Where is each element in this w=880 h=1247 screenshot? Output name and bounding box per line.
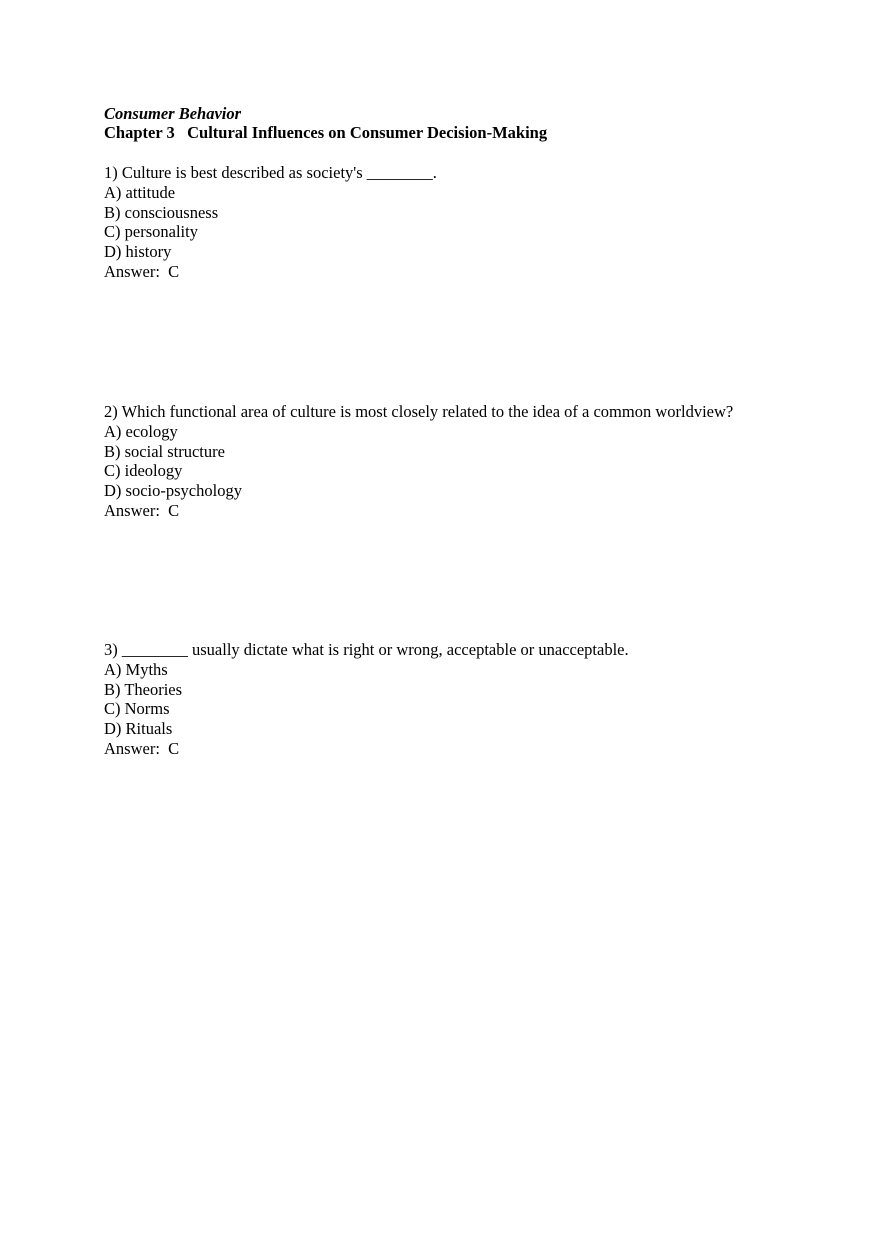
option-c: C) Norms bbox=[104, 699, 170, 719]
option-d: D) Rituals bbox=[104, 719, 173, 739]
question-1 bbox=[104, 163, 437, 282]
document-header bbox=[104, 104, 547, 142]
question-stem: 1) Culture is best described as society's ________. bbox=[104, 163, 437, 182]
option-a: A) ecology bbox=[104, 421, 178, 441]
book-title: Consumer Behavior bbox=[104, 104, 242, 123]
question-stem: 2) Which functional area of culture is most closely related to the idea of a common worldview? bbox=[104, 402, 734, 421]
option-b: B) Theories bbox=[104, 679, 183, 699]
chapter-title: Chapter 3 Cultural Influences on Consumer Decision-Making bbox=[104, 123, 548, 142]
answer-line: Answer: C bbox=[104, 261, 180, 281]
option-d: D) history bbox=[104, 242, 172, 262]
option-b: B) social structure bbox=[104, 441, 225, 461]
question-3 bbox=[104, 640, 629, 759]
option-a: A) attitude bbox=[104, 182, 176, 202]
question-stem: 3) ________ usually dictate what is right or wrong, acceptable or unacceptable. bbox=[104, 640, 629, 659]
option-c: C) personality bbox=[104, 222, 198, 242]
answer-line: Answer: C bbox=[104, 738, 180, 758]
option-b: B) consciousness bbox=[104, 202, 219, 222]
option-d: D) socio-psychology bbox=[104, 481, 242, 501]
option-a: A) Myths bbox=[104, 659, 168, 679]
answer-line: Answer: C bbox=[104, 500, 180, 520]
option-c: C) ideology bbox=[104, 461, 183, 481]
question-2 bbox=[104, 402, 733, 521]
